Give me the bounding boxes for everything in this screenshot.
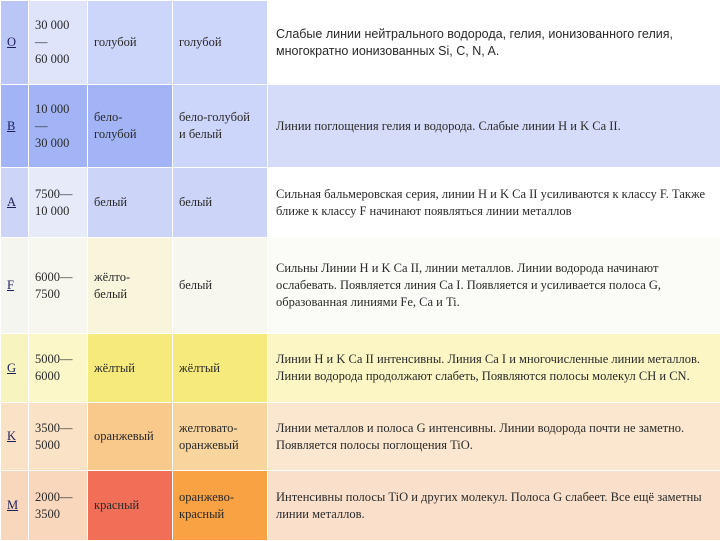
spectral-class-cell (1, 471, 29, 541)
spectral-class-label: M (7, 498, 18, 512)
color-cell: голубой (173, 1, 268, 85)
spectral-class-cell (1, 1, 29, 85)
spectrum-description-cell: Линии металлов и полоса G интенсивны. Линии водорода почти не заметно. Появляется полосы поглощения TiO. (268, 403, 720, 471)
spectrum-description-cell: Линии H и K Ca II интенсивны. Линия Ca I и многочисленные линии металлов. Линии водорода продолжают слабеть, Появляются полосы молекул CH и CN. (268, 334, 720, 403)
table-row (1, 168, 720, 238)
color-cell: белый (173, 168, 268, 238)
temperature-cell: 3500— 5000 (29, 403, 88, 471)
spectral-class-cell (1, 334, 29, 403)
temperature-cell: 10 000— 30 000 (29, 85, 88, 168)
temperature-cell: 6000— 7500 (29, 238, 88, 334)
color-cell: оранжевый (88, 403, 173, 471)
spectrum-description-cell: Сильны Линии H и K Ca II, линии металлов. Линии водорода начинают ослабевать. Появляется линия Ca I. Появляется и усиливается полоса G, образованная линиями Fe, Ca и Ti. (268, 238, 720, 334)
table-row (1, 1, 720, 85)
color-cell: жёлтый (88, 334, 173, 403)
spectral-class-cell (1, 403, 29, 471)
spectrum-description-cell: Линии поглощения гелия и водорода. Слабые линии H и K Ca II. (268, 85, 720, 168)
spectral-class-label: K (7, 429, 16, 443)
table-row (1, 238, 720, 334)
color-cell: бело-голубой и белый (173, 85, 268, 168)
table-row (1, 334, 720, 403)
color-cell: жёлтый (173, 334, 268, 403)
spectrum-description-cell: Интенсивны полосы TiO и других молекул. Полоса G слабеет. Все ещё заметны линии металлов. (268, 471, 720, 541)
spectral-class-cell (1, 168, 29, 238)
spectral-class-label: B (7, 119, 15, 133)
spectrum-description-cell: Слабые линии нейтрального водорода, гелия, ионизованного гелия, многократно ионизованных Si, C, N, A. (268, 1, 720, 85)
color-cell: желтовато- оранжевый (173, 403, 268, 471)
temperature-cell: 5000— 6000 (29, 334, 88, 403)
color-cell: белый (173, 238, 268, 334)
color-cell: жёлто- белый (88, 238, 173, 334)
temperature-cell: 30 000— 60 000 (29, 1, 88, 85)
spectral-class-cell (1, 238, 29, 334)
temperature-cell: 7500— 10 000 (29, 168, 88, 238)
color-cell: оранжево- красный (173, 471, 268, 541)
spectrum-description-cell: Сильная бальмеровская серия, линии H и K Ca II усиливаются к классу F. Также ближе к классу F начинают появляться линии металлов (268, 168, 720, 238)
spectral-class-label: O (7, 35, 16, 49)
spectral-class-label: F (7, 278, 14, 292)
spectral-class-label: A (7, 195, 16, 209)
color-cell: красный (88, 471, 173, 541)
table-body (1, 1, 720, 541)
spectral-class-cell (1, 85, 29, 168)
temperature-cell: 2000— 3500 (29, 471, 88, 541)
color-cell: голубой (88, 1, 173, 85)
table-row (1, 403, 720, 471)
color-cell: бело- голубой (88, 85, 173, 168)
color-cell: белый (88, 168, 173, 238)
spectral-class-label: G (7, 361, 16, 375)
table-row (1, 471, 720, 541)
table-row (1, 85, 720, 168)
